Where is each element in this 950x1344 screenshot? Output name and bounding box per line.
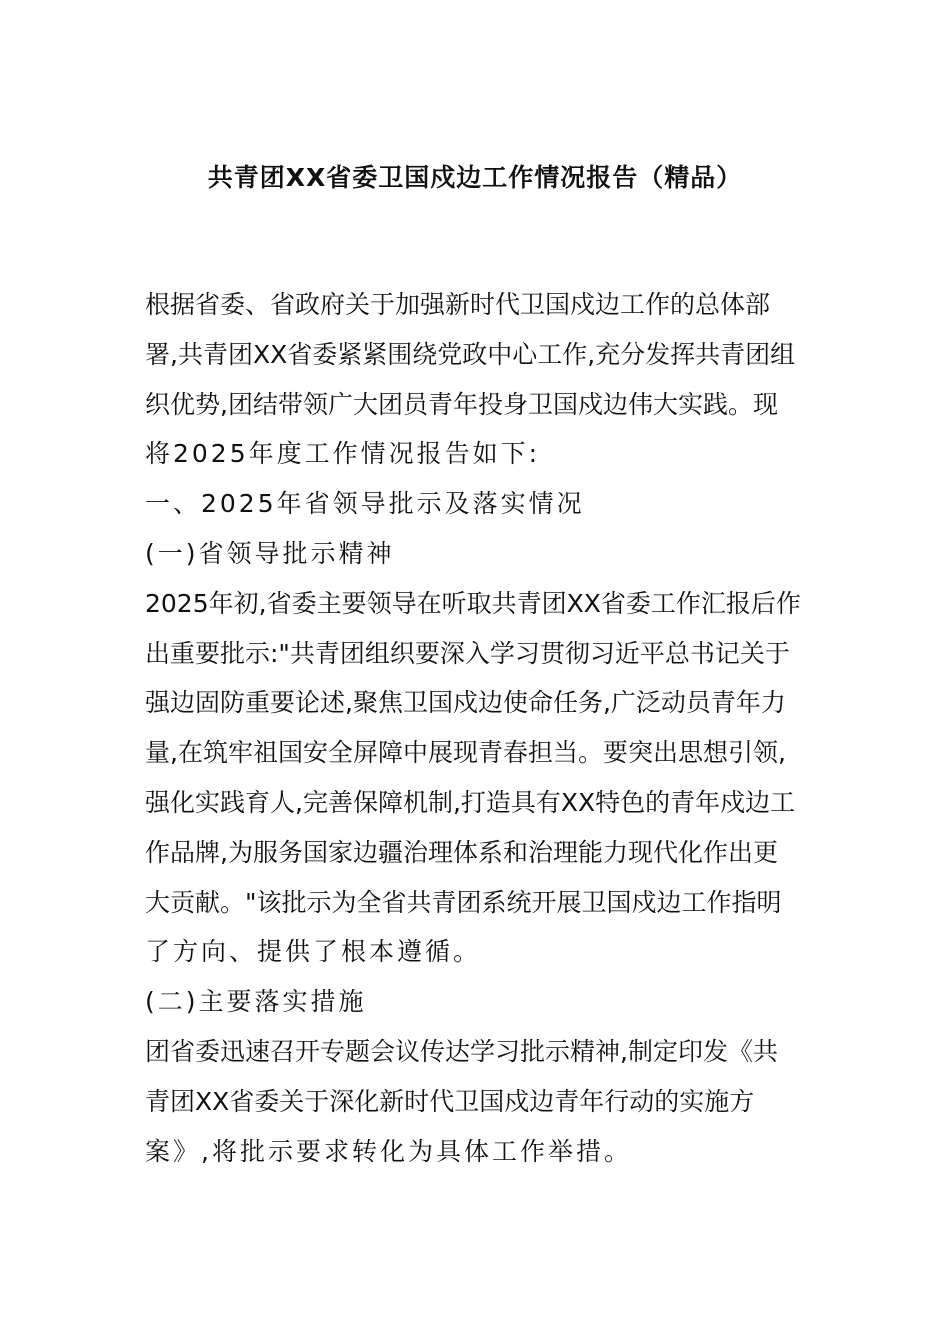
text-line: 署,共青团XX省委紧紧围绕党政中心工作,充分发挥共青团组	[145, 339, 796, 369]
text-line: 出重要批示:"共青团组织要深入学习贯彻习近平总书记关于	[145, 638, 790, 668]
document-title: 共青团XX省委卫国戍边工作情况报告（精品）	[207, 163, 743, 192]
text-line: 强边固防重要论述,聚焦卫国戍边使命任务,广泛动员青年力	[145, 688, 786, 718]
text-line: 大贡献。"该批示为全省共青团系统开展卫国戍边工作指明	[145, 887, 782, 917]
text-line: (一)省领导批示精神	[145, 538, 395, 568]
text-line: 团省委迅速召开专题会议传达学习批示精神,制定印发《共	[145, 1036, 778, 1066]
text-line: 织优势,团结带领广大团员青年投身卫国戍边伟大实践。现	[145, 389, 778, 419]
text-line: 作品牌,为服务国家边疆治理体系和治理能力现代化作出更	[145, 837, 778, 867]
text-line: 青团XX省委关于深化新时代卫国戍边青年行动的实施方	[145, 1086, 755, 1116]
text-line: 量,在筑牢祖国安全屏障中展现青春担当。要突出思想引领,	[145, 738, 786, 768]
text-line: 强化实践育人,完善保障机制,打造具有XX特色的青年戍边工	[145, 787, 796, 817]
text-line: 根据省委、省政府关于加强新时代卫国戍边工作的总体部	[145, 290, 771, 319]
document-body	[145, 280, 807, 1176]
text-line: 了方向、提供了根本遵循。	[145, 937, 482, 967]
text-line: 一、2025年省领导批示及落实情况	[145, 489, 585, 519]
text-line: (二)主要落实措施	[145, 987, 367, 1017]
text-line: 将2025年度工作情况报告如下:	[145, 439, 541, 469]
text-line: 案》,将批示要求转化为具体工作举措。	[145, 1136, 632, 1166]
text-line: 2025年初,省委主要领导在听取共青团XX省委工作汇报后作	[145, 588, 801, 618]
